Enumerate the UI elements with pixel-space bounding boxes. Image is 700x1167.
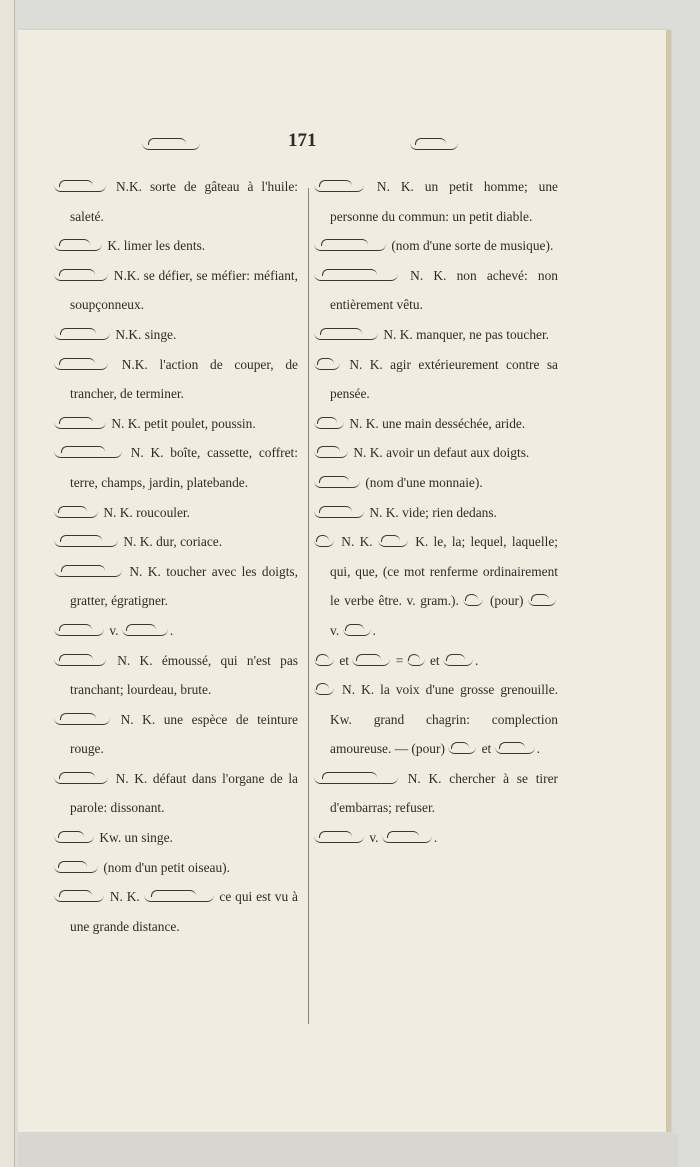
javanese-script-word — [54, 565, 122, 577]
javanese-script-word — [54, 328, 110, 340]
entry-text: N. K. roucouler. — [100, 504, 190, 520]
javanese-script-word — [314, 831, 364, 843]
entry-text: N. K. — [336, 534, 378, 550]
dictionary-entry — [314, 409, 558, 439]
javanese-script-word — [343, 624, 371, 636]
javanese-script-word — [352, 654, 390, 666]
entry-text: et — [426, 652, 443, 668]
adjacent-page-edge — [0, 0, 15, 1167]
dictionary-entry — [54, 823, 298, 853]
entry-text: et — [336, 652, 353, 668]
javanese-script-word — [54, 861, 98, 873]
entry-text: Kw. un singe. — [96, 830, 173, 846]
entry-text: N. K. toucher avec les doigts, gratter, égratigner. — [70, 563, 298, 609]
javanese-script-word — [528, 594, 556, 606]
dictionary-entry — [54, 882, 298, 941]
entry-text: v. — [106, 622, 122, 638]
javanese-script-word — [144, 890, 214, 902]
right-column — [314, 172, 558, 853]
dictionary-entry — [314, 172, 558, 231]
javanese-script-word — [463, 594, 483, 606]
entry-text: N. K. une espèce de teinture rouge. — [70, 711, 298, 757]
left-column — [54, 172, 298, 941]
dictionary-entry — [54, 557, 298, 616]
javanese-script-word — [314, 358, 340, 370]
entry-text: N.K. l'action de couper, de trancher, de terminer. — [70, 356, 298, 402]
entry-text: N.K. sorte de gâteau à l'huile: saleté. — [70, 179, 298, 224]
javanese-script-word — [314, 772, 398, 784]
entry-text: N. K. petit poulet, poussin. — [108, 415, 256, 431]
javanese-script-word — [314, 446, 348, 458]
entry-text: N. K. non achevé: non entièrement vêtu. — [330, 267, 558, 313]
javanese-script-word — [54, 417, 106, 429]
scan-background — [18, 1134, 678, 1167]
entry-text: N. K. manquer, ne pas toucher. — [380, 326, 550, 342]
dictionary-entry — [54, 261, 298, 320]
entry-text: K. le, la; lequel, laquelle; qui, que, (ce mot renferme ordinairement le verbe être. v. gram.). — [330, 534, 558, 609]
entry-text: v. — [366, 830, 382, 846]
dictionary-entry — [54, 498, 298, 528]
dictionary-entry — [314, 438, 558, 468]
entry-text: ce qui est vu à une grande distance. — [70, 889, 298, 934]
dictionary-entry — [314, 231, 558, 261]
running-header — [18, 130, 666, 160]
javanese-script-word — [54, 713, 110, 725]
entry-text: N. K. dur, coriace. — [120, 534, 223, 550]
entry-text: N. K. — [106, 889, 144, 905]
entry-text: N. K. vide; rien dedans. — [366, 504, 497, 520]
javanese-script-word — [54, 269, 108, 281]
entry-text: (nom d'un petit oiseau). — [100, 859, 230, 875]
entry-text: N. K. un petit homme; une personne du commun: un petit diable. — [330, 179, 558, 224]
entry-text: N. K. chercher à se tirer d'embarras; refuser. — [330, 770, 558, 816]
entry-text: . — [474, 652, 479, 668]
javanese-script-word — [495, 742, 535, 754]
dictionary-entry — [314, 320, 558, 350]
entry-text: N. K. avoir un defaut aux doigts. — [350, 445, 530, 461]
entry-text: N.K. se défier, se méfier: méfiant, soupçonneux. — [70, 267, 298, 313]
javanese-script-word — [314, 269, 398, 281]
header-javanese-word-left — [142, 138, 200, 150]
entry-text: . — [433, 830, 438, 846]
entry-text: N.K. singe. — [112, 326, 177, 342]
dictionary-entry — [314, 261, 558, 320]
dictionary-entry — [54, 616, 298, 646]
entry-text: v. — [330, 622, 343, 638]
javanese-script-word — [314, 417, 344, 429]
dictionary-entry — [314, 468, 558, 498]
javanese-script-word — [382, 831, 432, 843]
javanese-script-word — [448, 742, 476, 754]
dictionary-entry — [54, 853, 298, 883]
dictionary-entry — [314, 350, 558, 409]
javanese-script-word — [314, 535, 334, 547]
javanese-script-word — [54, 772, 108, 784]
javanese-script-word — [54, 535, 118, 547]
entry-text: N. K. agir extérieurement contre sa pensée. — [330, 356, 558, 402]
entry-text: N. K. la voix d'une grosse grenouille. Kw. grand chagrin: complection amoureuse. — (pour) — [330, 682, 558, 757]
javanese-script-word — [407, 654, 425, 666]
entry-text: (nom d'une sorte de musique). — [388, 238, 554, 254]
javanese-script-word — [122, 624, 168, 636]
dictionary-entry — [54, 438, 298, 497]
entry-text: . — [169, 622, 174, 638]
javanese-script-word — [314, 476, 360, 488]
entry-text: K. limer les dents. — [104, 238, 206, 254]
javanese-script-word — [314, 654, 334, 666]
dictionary-entry — [314, 646, 558, 676]
javanese-script-word — [314, 239, 386, 251]
javanese-script-word — [314, 506, 364, 518]
entry-text: . — [372, 622, 376, 638]
entry-text: et — [478, 741, 495, 757]
header-javanese-word-right — [410, 138, 458, 150]
dictionary-entry — [314, 498, 558, 528]
javanese-script-word — [314, 180, 364, 192]
javanese-script-word — [54, 180, 106, 192]
dictionary-entry — [54, 705, 298, 764]
entry-text: . — [536, 741, 540, 757]
javanese-script-word — [443, 654, 473, 666]
javanese-script-word — [54, 506, 98, 518]
dictionary-entry — [54, 646, 298, 705]
javanese-script-word — [54, 654, 106, 666]
entry-text: (pour) — [485, 593, 528, 609]
entry-text: N. K. défaut dans l'organe de la parole: dissonant. — [70, 770, 298, 816]
javanese-script-word — [54, 239, 102, 251]
entry-text: (nom d'une monnaie). — [362, 474, 483, 490]
dictionary-entry — [314, 764, 558, 823]
dictionary-entry — [314, 823, 558, 853]
page-number: 171 — [288, 130, 317, 151]
dictionary-entry — [54, 172, 298, 231]
dictionary-entry — [54, 409, 298, 439]
entry-text: N. K. boîte, cassette, coffret: terre, champs, jardin, platebande. — [70, 445, 298, 490]
column-divider — [308, 188, 309, 1024]
dictionary-entry — [54, 764, 298, 823]
dictionary-entry — [54, 320, 298, 350]
dictionary-entry — [314, 675, 558, 764]
dictionary-entry — [54, 527, 298, 557]
entry-text: = — [392, 652, 407, 668]
javanese-script-word — [314, 328, 378, 340]
javanese-script-word — [54, 890, 104, 902]
javanese-script-word — [378, 535, 408, 547]
javanese-script-word — [54, 624, 104, 636]
dictionary-entry — [314, 527, 558, 645]
entry-text: N. K. une main desséchée, aride. — [346, 415, 526, 431]
javanese-script-word — [54, 358, 108, 370]
javanese-script-word — [54, 831, 94, 843]
javanese-script-word — [54, 446, 122, 458]
dictionary-entry — [54, 231, 298, 261]
javanese-script-word — [314, 683, 334, 695]
entry-text: N. K. émoussé, qui n'est pas tranchant; lourdeau, brute. — [70, 652, 298, 698]
book-page — [18, 30, 670, 1132]
dictionary-entry — [54, 350, 298, 409]
